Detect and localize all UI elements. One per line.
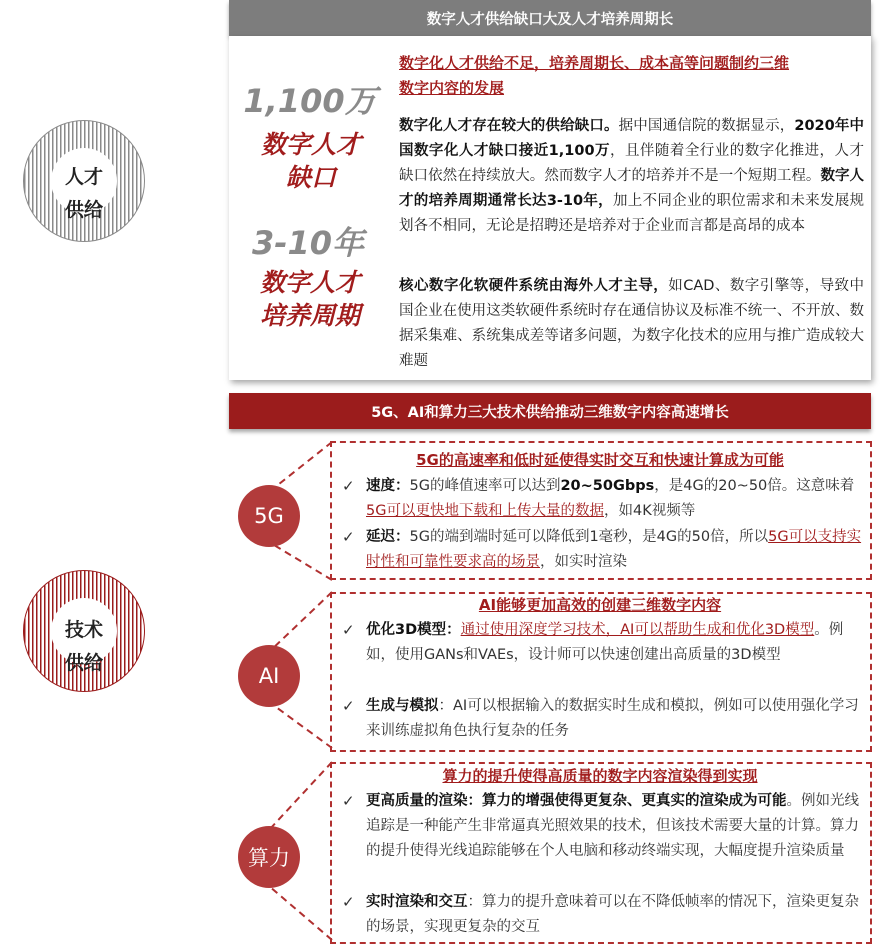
connector-ai-top [269,592,332,652]
title-5g: 5G的高速率和低时延使得实时交互和快速计算成为可能 [416,451,784,469]
check-icon: ✓ [342,792,355,810]
text: ：AI可以根据输入的数据实时生成和模拟，例如可以使用强化学习来训练虚拟角色执行复杂的任务 [366,698,859,739]
connector-compute-top [269,762,332,830]
talent-gap-caption-line2: 缺口 [285,163,336,192]
check-icon: ✓ [342,528,355,546]
p2-bold: 核心数字化软硬件系统由海外人才主导， [399,278,669,294]
item-5g-speed [342,474,862,524]
tech-ring-text [51,614,117,680]
title-compute: 算力的提升使得高质量的数字内容渲染得到实现 [442,767,758,785]
highlight: 5G可以支持实时性和可靠性要求高的场景 [366,529,862,570]
talent-header: 数字人才供给缺口大及人才培养周期长 [229,0,871,36]
label: 延迟： [366,529,410,545]
text: ，是4G的20~50倍。这意味着 [654,478,855,494]
talent-cycle-number: 3-10年 [251,224,365,262]
talent-cycle-caption-line1: 数字人才 [259,268,360,297]
talent-paragraph-2 [399,274,864,374]
highlight: 通过使用深度学习技术，AI可以帮助生成和优化3D模型 [460,622,815,638]
item-compute-realtime [342,890,862,940]
item-5g-latency [342,525,862,575]
talent-ring-line1: 人才 [64,166,103,188]
text: 5G的端到端时延可以降低到1毫秒，是4G的50倍，所以 [409,529,769,545]
label: 速度： [366,478,410,494]
connector-compute-bottom [269,886,332,940]
talent-ring-text [51,161,117,227]
text: ，如4K视频等 [603,503,696,519]
p1-text-2: ，且伴随着全行业的数字化推进，人才缺口依然在持续放大。然而数字人才的培养并不是一个短期工程。 [399,143,864,184]
talent-gap-number: 1,100万 [243,82,377,120]
p2-text: 如CAD、数字引擎等，导致中国企业在使用这类软硬件系统时存在通信协议及标准不统一、不开放、数据采集难、系统集成差等诸多问题，为数字化技术的应用与推广造成较大难题 [399,278,864,369]
bold: 算力的增强使得更复杂、更真实的渲染成为可能 [482,793,787,809]
title-ai: AI能够更加高效的创建三维数字内容 [478,596,722,614]
badge-5g: 5G [238,485,300,547]
talent-title [399,51,859,101]
highlight: 5G可以更快地下载和上传大量的数据 [366,503,604,519]
connector-ai-bottom [269,702,332,748]
label: 生成与模拟 [366,698,439,714]
p1-bold-2: 2020年中国数字化人才缺口接近1,100万 [399,118,865,159]
p1-bold-1: 数字化人才存在较大的供给缺口。 [399,118,619,134]
check-icon: ✓ [342,477,355,495]
label: 实时渲染和交互 [366,894,468,910]
check-icon: ✓ [342,893,355,911]
label: 更高质量的渲染： [366,793,482,809]
talent-paragraph-1 [399,114,864,239]
connector-5g-top [269,442,332,492]
label: 优化3D模型： [366,622,461,638]
tech-header: 5G、AI和算力三大技术供给推动三维数字内容高速增长 [229,393,871,429]
talent-gap-caption [231,128,391,194]
item-ai-sim [342,694,862,744]
badge-ai: AI [238,645,300,707]
talent-cycle-caption [230,266,390,332]
badge-compute: 算力 [238,826,300,888]
tech-ring-line1: 技术 [64,619,103,641]
bold: 20~50Gbps [560,478,655,494]
item-ai-model [342,618,862,668]
connector-5g-bottom [269,542,332,580]
talent-ring-line2: 供给 [64,199,103,221]
talent-title-line2: 数字内容的发展 [399,79,505,97]
text: 。例如，使用GANs和VAEs，设计师可以快速创建出高质量的3D模型 [366,622,844,663]
text: ，如实时渲染 [540,554,627,570]
check-icon: ✓ [342,621,355,639]
p1-text-3: 加上不同企业的职位需求和未来发展规划各不相同，无论是招聘还是培养对于企业而言都是高昂的成本 [399,193,864,234]
talent-gap-caption-line1: 数字人才 [260,130,361,159]
text: 。例如光线追踪是一种能产生非常逼真光照效果的技术，但该技术需要大量的计算。算力的提升使得光线追踪能够在个人电脑和移动终端实现，大幅度提升渲染质量 [366,793,859,859]
text: ：算力的提升意味着可以在不降低帧率的情况下，渲染更复杂的场景，实现更复杂的交互 [366,894,859,935]
text: 5G的峰值速率可以达到 [409,478,561,494]
talent-cycle-caption-line2: 培养周期 [259,301,360,330]
p1-bold-3: 数字人才的培养周期通常长达3-10年， [399,168,865,209]
check-icon: ✓ [342,697,355,715]
talent-title-line1: 数字化人才供给不足，培养周期长、成本高等问题制约三维 [399,54,790,72]
tech-ring-line2: 供给 [64,652,103,674]
p1-text-1: 据中国通信院的数据显示， [618,118,795,134]
item-compute-render [342,789,862,864]
